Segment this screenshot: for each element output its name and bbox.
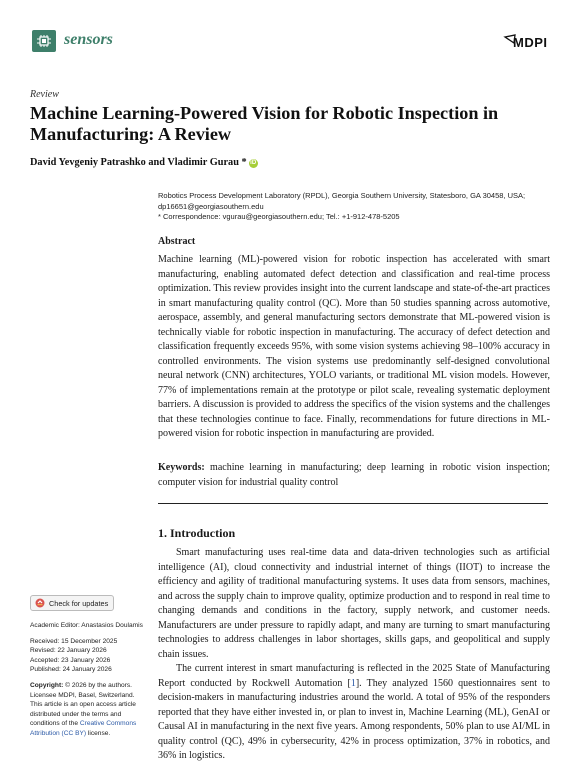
date-revised: Revised: 22 January 2026 — [30, 647, 107, 655]
intro-p2-text-a: The current interest in smart manufacturing is reflected in the 2025 State of Manufacturing Report conducted by Rockwell Automation [ — [158, 663, 550, 689]
section-divider — [158, 503, 548, 504]
correspondence: * Correspondence: vgurau@georgiasouthern.edu; Tel.: +1-912-478-5205 — [158, 212, 400, 221]
intro-paragraph-2 — [158, 662, 550, 764]
mdpi-logo — [503, 34, 549, 52]
abstract-text: Machine learning (ML)-powered vision for robotic inspection has accelerated with smart manufacturing, enabling automated defect detection and classification and real-time process optimization. This review provides insight into the current landscape and state-of-the-art practices in smart manufacturing quality control (QC). More than 50 studies spanning across automotive, aerospace, assembly, and general manufacturing sectors demonstrate that ML-powered vision is technically viable for robotic inspection in manufacturing. The accuracy of defect detection and classification frequently exceeds 95%, with some vision systems achieving 98–100% accuracy in controlled environments. The vision systems use predominantly self-designed convolutional neural network (CNN) architectures, YOLO variants, or traditional ML vision models. However, 77% of implementations remain at the prototype or pilot scale, revealing systematic deployment barriers. A discussion is provided to address the specifics of the vision systems and the challenges that these technologies continue to face. Finally, recommendations for future directions in ML-powered vision for robotic inspection in manufacturing are provided. — [158, 254, 550, 439]
section-heading-introduction: 1. Introduction — [158, 526, 236, 540]
orcid-icon[interactable]: iD — [250, 160, 257, 166]
keywords-list: machine learning in manufacturing; deep learning in robotic vision inspection; computer vision for industrial quality control — [158, 462, 550, 488]
article-type: Review — [30, 89, 59, 100]
keywords-label: Keywords: — [158, 462, 205, 473]
check-updates-label: Check for updates — [49, 598, 109, 608]
authors-text: David Yevgeniy Patrashko and Vladimir Gurau * — [30, 157, 247, 168]
copyright-label: Copyright: — [30, 681, 64, 689]
affiliation-line: Robotics Process Development Laboratory (RPDL), Georgia Southern University, Statesboro, GA 30458, USA; — [158, 191, 526, 200]
abstract-heading: Abstract — [158, 236, 196, 247]
article-sidebar — [30, 621, 148, 745]
intro-p2-text-b: ]. They analyzed 1560 questionnaires sent to decision-makers in manufacturing industries around the world. A total of 95% of the responders reported that they have either invested in, or plan to invest in, Machine Learning (ML), GenAI or Causal AI in manufacturing in the next five years. Among respondents, 50% plan to use AI/ML in quality control (QC), 49% in cybersecurity, 42% in process optimization, 37% in robotics, and 36% in logistics. — [158, 677, 550, 761]
check-for-updates-button[interactable] — [30, 595, 114, 611]
affiliations — [158, 191, 548, 223]
article-title: Machine Learning-Powered Vision for Robotic Inspection in Manufacturing: A Review — [30, 103, 499, 144]
author-list — [30, 157, 258, 168]
journal-name: sensors — [64, 31, 113, 48]
citation-link[interactable]: 1 — [350, 677, 356, 689]
check-updates-icon — [35, 598, 45, 608]
date-published: Published: 24 January 2026 — [30, 666, 112, 674]
copyright-text: © 2026 by the authors. Licensee MDPI, Basel, Switzerland. This article is an open access article distributed under the terms and conditions of the — [30, 681, 136, 728]
publisher-name: MDPI — [513, 35, 548, 50]
license-tail: license. — [86, 729, 111, 737]
keywords — [158, 461, 550, 490]
intro-paragraph-1: Smart manufacturing uses real-time data and data-driven technologies such as artificial intelligence (AI), cloud connectivity and industrial internet of things (IIOT) to increase the efficiency and agility of traditional manufacturing systems. It uses data from sensors, machines, and across the supply chain to improve quality, optimize production and to respond in real time to changing demands and conditions in the factory, supply network, and customer needs. Manufacturers are under pressure to rapidly adapt, and many are turning to smart manufacturing technologies to address challenges in labor shortages, skills gaps, and geopolitical and supply chain issues. — [158, 547, 550, 660]
license-link[interactable]: Creative Commons Attribution (CC BY) — [30, 720, 137, 737]
introduction-body — [158, 546, 550, 764]
date-accepted: Accepted: 23 January 2026 — [30, 656, 111, 664]
journal-logo-icon — [32, 30, 56, 52]
dates — [30, 637, 148, 675]
copyright-notice — [30, 681, 148, 739]
author-email[interactable]: dp16651@georgiasouthern.edu — [158, 201, 264, 211]
date-received: Received: 15 December 2025 — [30, 637, 118, 645]
academic-editor: Academic Editor: Anastasios Doulamis — [30, 622, 143, 629]
